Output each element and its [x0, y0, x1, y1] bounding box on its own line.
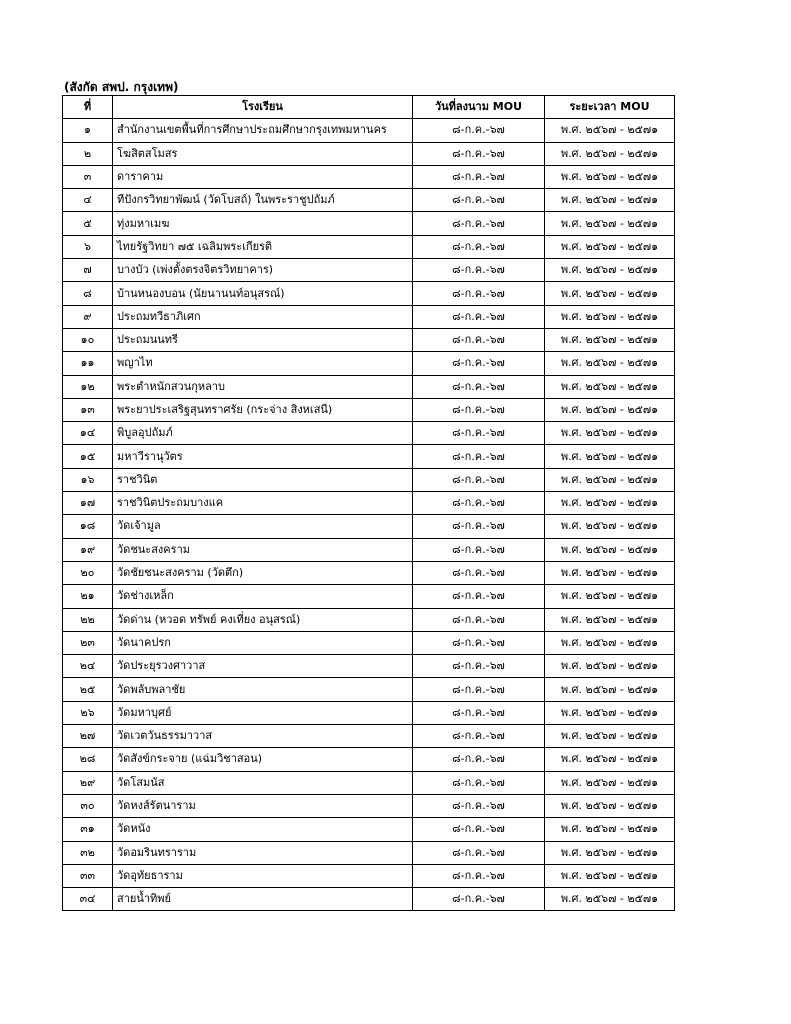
row-number: ๑๙	[63, 538, 113, 561]
row-number: ๓๑	[63, 818, 113, 841]
school-name: วัดอุทัยธาราม	[113, 864, 413, 887]
signing-date: ๘-ก.ค.-๖๗	[413, 631, 545, 654]
column-header-signing-date: วันที่ลงนาม MOU	[413, 96, 545, 119]
table-row	[63, 864, 675, 887]
school-name: วัดนาคปรก	[113, 631, 413, 654]
table-row	[63, 375, 675, 398]
mou-period: พ.ศ. ๒๕๖๗ - ๒๕๗๑	[545, 631, 675, 654]
signing-date: ๘-ก.ค.-๖๗	[413, 259, 545, 282]
signing-date: ๘-ก.ค.-๖๗	[413, 701, 545, 724]
table-row	[63, 422, 675, 445]
school-name: วัดหนัง	[113, 818, 413, 841]
table-row	[63, 468, 675, 491]
mou-period: พ.ศ. ๒๕๖๗ - ๒๕๗๑	[545, 142, 675, 165]
signing-date: ๘-ก.ค.-๖๗	[413, 375, 545, 398]
row-number: ๘	[63, 282, 113, 305]
school-name: พิบูลอุปถัมภ์	[113, 422, 413, 445]
school-name: ทุ่งมหาเมฆ	[113, 212, 413, 235]
table-row	[63, 352, 675, 375]
mou-period: พ.ศ. ๒๕๖๗ - ๒๕๗๑	[545, 282, 675, 305]
row-number: ๔	[63, 189, 113, 212]
signing-date: ๘-ก.ค.-๖๗	[413, 864, 545, 887]
signing-date: ๘-ก.ค.-๖๗	[413, 468, 545, 491]
table-row	[63, 305, 675, 328]
mou-period: พ.ศ. ๒๕๖๗ - ๒๕๗๑	[545, 352, 675, 375]
school-name: วัดพลับพลาชัย	[113, 678, 413, 701]
mou-period: พ.ศ. ๒๕๖๗ - ๒๕๗๑	[545, 701, 675, 724]
mou-period: พ.ศ. ๒๕๖๗ - ๒๕๗๑	[545, 259, 675, 282]
mou-period: พ.ศ. ๒๕๖๗ - ๒๕๗๑	[545, 119, 675, 142]
table-row	[63, 841, 675, 864]
mou-period: พ.ศ. ๒๕๖๗ - ๒๕๗๑	[545, 235, 675, 258]
table-row	[63, 212, 675, 235]
mou-period: พ.ศ. ๒๕๖๗ - ๒๕๗๑	[545, 771, 675, 794]
table-row	[63, 119, 675, 142]
school-name: วัดสังข์กระจาย (แฉ่มวิชาสอน)	[113, 748, 413, 771]
mou-period: พ.ศ. ๒๕๖๗ - ๒๕๗๑	[545, 725, 675, 748]
mou-period: พ.ศ. ๒๕๖๗ - ๒๕๗๑	[545, 818, 675, 841]
school-name: ดาราคาม	[113, 165, 413, 188]
row-number: ๓๔	[63, 888, 113, 911]
row-number: ๑	[63, 119, 113, 142]
signing-date: ๘-ก.ค.-๖๗	[413, 165, 545, 188]
row-number: ๑๒	[63, 375, 113, 398]
signing-date: ๘-ก.ค.-๖๗	[413, 492, 545, 515]
mou-period: พ.ศ. ๒๕๖๗ - ๒๕๗๑	[545, 794, 675, 817]
mou-period: พ.ศ. ๒๕๖๗ - ๒๕๗๑	[545, 398, 675, 421]
signing-date: ๘-ก.ค.-๖๗	[413, 282, 545, 305]
school-name: วัดชัยชนะสงคราม (วัดตึก)	[113, 561, 413, 584]
row-number: ๒๓	[63, 631, 113, 654]
mou-period: พ.ศ. ๒๕๖๗ - ๒๕๗๑	[545, 468, 675, 491]
signing-date: ๘-ก.ค.-๖๗	[413, 142, 545, 165]
mou-period: พ.ศ. ๒๕๖๗ - ๒๕๗๑	[545, 328, 675, 351]
row-number: ๒๒	[63, 608, 113, 631]
row-number: ๗	[63, 259, 113, 282]
row-number: ๑๘	[63, 515, 113, 538]
table-row	[63, 748, 675, 771]
row-number: ๓๓	[63, 864, 113, 887]
mou-period: พ.ศ. ๒๕๖๗ - ๒๕๗๑	[545, 888, 675, 911]
school-name: วัดช่างเหล็ก	[113, 585, 413, 608]
signing-date: ๘-ก.ค.-๖๗	[413, 445, 545, 468]
row-number: ๒๐	[63, 561, 113, 584]
row-number: ๑๗	[63, 492, 113, 515]
row-number: ๑๔	[63, 422, 113, 445]
school-name: พระยาประเสริฐสุนทราศรัย (กระจ่าง สิงหเสนี)	[113, 398, 413, 421]
row-number: ๒๑	[63, 585, 113, 608]
signing-date: ๘-ก.ค.-๖๗	[413, 794, 545, 817]
table-row	[63, 235, 675, 258]
school-name: ประถมทวีธาภิเศก	[113, 305, 413, 328]
column-header-mou-period: ระยะเวลา MOU	[545, 96, 675, 119]
table-row	[63, 515, 675, 538]
signing-date: ๘-ก.ค.-๖๗	[413, 352, 545, 375]
school-name: วัดชนะสงคราม	[113, 538, 413, 561]
signing-date: ๘-ก.ค.-๖๗	[413, 678, 545, 701]
table-row	[63, 282, 675, 305]
table-row	[63, 259, 675, 282]
signing-date: ๘-ก.ค.-๖๗	[413, 608, 545, 631]
table-row	[63, 445, 675, 468]
document-heading: (สังกัด สพป. กรุงเทพ)	[64, 80, 179, 94]
signing-date: ๘-ก.ค.-๖๗	[413, 841, 545, 864]
table-row	[63, 725, 675, 748]
mou-period: พ.ศ. ๒๕๖๗ - ๒๕๗๑	[545, 375, 675, 398]
row-number: ๓๐	[63, 794, 113, 817]
table-row	[63, 678, 675, 701]
row-number: ๓๒	[63, 841, 113, 864]
row-number: ๑๓	[63, 398, 113, 421]
school-name: วัดโสมนัส	[113, 771, 413, 794]
mou-period: พ.ศ. ๒๕๖๗ - ๒๕๗๑	[545, 445, 675, 468]
school-name: บ้านหนองบอน (นัยนานนท์อนุสรณ์)	[113, 282, 413, 305]
mou-period: พ.ศ. ๒๕๖๗ - ๒๕๗๑	[545, 561, 675, 584]
school-name: พญาไท	[113, 352, 413, 375]
signing-date: ๘-ก.ค.-๖๗	[413, 305, 545, 328]
mou-period: พ.ศ. ๒๕๖๗ - ๒๕๗๑	[545, 189, 675, 212]
signing-date: ๘-ก.ค.-๖๗	[413, 119, 545, 142]
table-row	[63, 492, 675, 515]
mou-period: พ.ศ. ๒๕๖๗ - ๒๕๗๑	[545, 165, 675, 188]
school-name: ราชวินิตประถมบางแค	[113, 492, 413, 515]
table-row	[63, 655, 675, 678]
mou-period: พ.ศ. ๒๕๖๗ - ๒๕๗๑	[545, 422, 675, 445]
mou-period: พ.ศ. ๒๕๖๗ - ๒๕๗๑	[545, 212, 675, 235]
table-row	[63, 888, 675, 911]
row-number: ๒๕	[63, 678, 113, 701]
mou-period: พ.ศ. ๒๕๖๗ - ๒๕๗๑	[545, 305, 675, 328]
school-name: สายน้ำทิพย์	[113, 888, 413, 911]
row-number: ๒๙	[63, 771, 113, 794]
school-name: วัดประยุรวงศาวาส	[113, 655, 413, 678]
school-name: ทีปังกรวิทยาพัฒน์ (วัดโบสถ์) ในพระราชูปถัมภ์	[113, 189, 413, 212]
table-header-row	[63, 96, 675, 119]
signing-date: ๘-ก.ค.-๖๗	[413, 818, 545, 841]
row-number: ๒๗	[63, 725, 113, 748]
signing-date: ๘-ก.ค.-๖๗	[413, 515, 545, 538]
school-name: วัดเวตวันธรรมาวาส	[113, 725, 413, 748]
row-number: ๑๖	[63, 468, 113, 491]
table-row	[63, 631, 675, 654]
mou-period: พ.ศ. ๒๕๖๗ - ๒๕๗๑	[545, 585, 675, 608]
column-header-no: ที่	[63, 96, 113, 119]
mou-schools-table	[62, 95, 675, 911]
table-row	[63, 701, 675, 724]
row-number: ๙	[63, 305, 113, 328]
row-number: ๒	[63, 142, 113, 165]
mou-period: พ.ศ. ๒๕๖๗ - ๒๕๗๑	[545, 538, 675, 561]
table-row	[63, 794, 675, 817]
row-number: ๒๖	[63, 701, 113, 724]
row-number: ๑๐	[63, 328, 113, 351]
mou-period: พ.ศ. ๒๕๖๗ - ๒๕๗๑	[545, 655, 675, 678]
school-name: วัดหงส์รัตนาราม	[113, 794, 413, 817]
signing-date: ๘-ก.ค.-๖๗	[413, 538, 545, 561]
row-number: ๖	[63, 235, 113, 258]
table-row	[63, 771, 675, 794]
signing-date: ๘-ก.ค.-๖๗	[413, 328, 545, 351]
school-name: วัดอมรินทราราม	[113, 841, 413, 864]
signing-date: ๘-ก.ค.-๖๗	[413, 888, 545, 911]
table-body	[63, 119, 675, 911]
row-number: ๑๑	[63, 352, 113, 375]
school-name: ราชวินิต	[113, 468, 413, 491]
table-row	[63, 189, 675, 212]
school-name: โฆสิตสโมสร	[113, 142, 413, 165]
mou-period: พ.ศ. ๒๕๖๗ - ๒๕๗๑	[545, 841, 675, 864]
signing-date: ๘-ก.ค.-๖๗	[413, 398, 545, 421]
row-number: ๑๕	[63, 445, 113, 468]
mou-period: พ.ศ. ๒๕๖๗ - ๒๕๗๑	[545, 748, 675, 771]
signing-date: ๘-ก.ค.-๖๗	[413, 585, 545, 608]
signing-date: ๘-ก.ค.-๖๗	[413, 655, 545, 678]
signing-date: ๘-ก.ค.-๖๗	[413, 561, 545, 584]
mou-period: พ.ศ. ๒๕๖๗ - ๒๕๗๑	[545, 678, 675, 701]
table-row	[63, 398, 675, 421]
table-row	[63, 328, 675, 351]
row-number: ๒๔	[63, 655, 113, 678]
table-row	[63, 561, 675, 584]
school-name: พระตำหนักสวนกุหลาบ	[113, 375, 413, 398]
signing-date: ๘-ก.ค.-๖๗	[413, 725, 545, 748]
mou-period: พ.ศ. ๒๕๖๗ - ๒๕๗๑	[545, 608, 675, 631]
mou-period: พ.ศ. ๒๕๖๗ - ๒๕๗๑	[545, 492, 675, 515]
school-name: มหาวีรานุวัตร	[113, 445, 413, 468]
mou-period: พ.ศ. ๒๕๖๗ - ๒๕๗๑	[545, 515, 675, 538]
school-name: บางบัว (เพ่งตั้งตรงจิตรวิทยาคาร)	[113, 259, 413, 282]
row-number: ๕	[63, 212, 113, 235]
signing-date: ๘-ก.ค.-๖๗	[413, 212, 545, 235]
row-number: ๓	[63, 165, 113, 188]
table-row	[63, 142, 675, 165]
school-name: ประถมนนทรี	[113, 328, 413, 351]
mou-period: พ.ศ. ๒๕๖๗ - ๒๕๗๑	[545, 864, 675, 887]
signing-date: ๘-ก.ค.-๖๗	[413, 748, 545, 771]
signing-date: ๘-ก.ค.-๖๗	[413, 189, 545, 212]
school-name: วัดด่าน (หวอด ทรัพย์ คงเที่ยง อนุสรณ์)	[113, 608, 413, 631]
school-name: ไทยรัฐวิทยา ๗๕ เฉลิมพระเกียรติ	[113, 235, 413, 258]
column-header-school: โรงเรียน	[113, 96, 413, 119]
school-name: วัดเจ้ามูล	[113, 515, 413, 538]
table-row	[63, 818, 675, 841]
table-row	[63, 608, 675, 631]
signing-date: ๘-ก.ค.-๖๗	[413, 771, 545, 794]
school-name: สำนักงานเขตพื้นที่การศึกษาประถมศึกษากรุงเทพมหานคร	[113, 119, 413, 142]
signing-date: ๘-ก.ค.-๖๗	[413, 422, 545, 445]
row-number: ๒๘	[63, 748, 113, 771]
table-row	[63, 585, 675, 608]
school-name: วัดมหาบุศย์	[113, 701, 413, 724]
signing-date: ๘-ก.ค.-๖๗	[413, 235, 545, 258]
table-row	[63, 538, 675, 561]
table-row	[63, 165, 675, 188]
